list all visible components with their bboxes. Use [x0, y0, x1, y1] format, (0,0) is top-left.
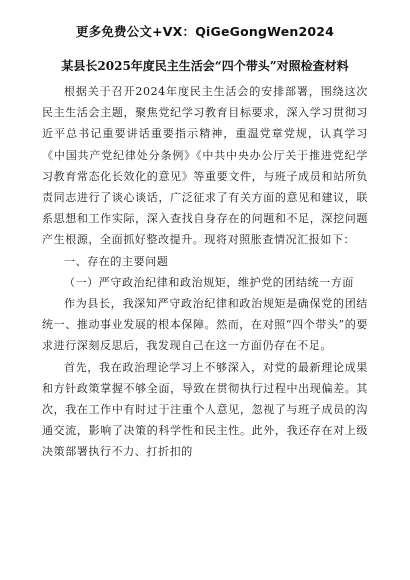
body-paragraph-2: 作为县长，我深知严守政治纪律和政治规矩是确保党的团结统一、推动事业发展的根本保障。然而，在对照“四个带头”的要求进行深刻反思后，我发现自己在这一方面仍存在不足。	[42, 297, 368, 353]
header-banner: 更多免费公文+VX：QiGeGongWen2024	[75, 24, 335, 39]
intro-paragraph: 根据关于召开2024年度民主生活会的安排部署，围绕这次民主生活会主题，聚焦党纪学习教育目标要求，深入学习贯彻习近平总书记重要讲话重要指示精神，重温党章党规，认真学习《中国共产党纪律处分条例》《中共中央办公厅关于推进党纪学习教育常态化长效化的意见》等重要文件，与班子成员和站所负责同志进行了谈心谈话，广泛征求了有关方面的意见和建议，联系思想和工作实际，深入查找自身存在的问题和不足，深挖问题产生根源，全面抓好整改提升。现将对照胀查情况汇报如下：	[42, 85, 368, 247]
subsection-heading-political-discipline: （一）严守政治纪律和政治规矩，维护党的团结统一方面	[64, 275, 354, 289]
body-paragraph-3: 首先，我在政治理论学习上不够深入，对党的最新理论成果和方针政策掌握不够全面，导致在贯彻执行过程中出现偏差。其次，我在工作中有时过于注重个人意见，忽视了与班子成员的沟通交流，影响了决策的科学性和民主性。此外，我还存在对上级决策部署执行不力、打折扣的	[42, 360, 368, 459]
section-heading-main-problems: 一、存在的主要问题	[64, 254, 169, 268]
document-title: 某县长2025年度民主生活会“四个带头”对照检查材料	[61, 59, 349, 73]
